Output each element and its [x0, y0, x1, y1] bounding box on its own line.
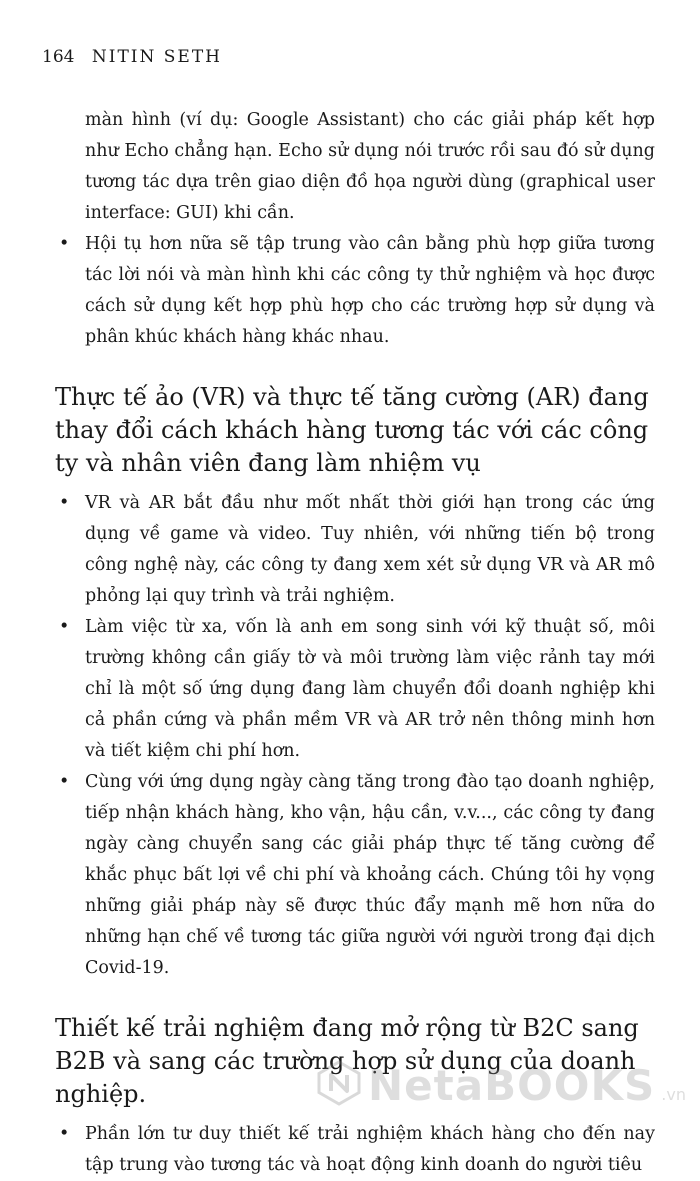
vr-ar-bullet-list — [55, 488, 655, 984]
list-item-text: Hội tụ hơn nữa sẽ tập trung vào cân bằng phù hợp giữa tương tác lời nói và màn hình khi các công ty thử nghiệm và học được cách sử dụng kết hợp phù hợp cho các trường hợp sử dụng và phân khúc khách hàng khác nhau. — [85, 234, 655, 347]
bullet-marker: • — [59, 234, 70, 254]
list-item-text: Làm việc từ xa, vốn là anh em song sinh với kỹ thuật số, môi trường không cần giấy tờ và môi trường làm việc rảnh tay mới chỉ là một số ứng dụng đang làm chuyển đổi doanh nghiệp khi cả phần cứng và phần mềm VR và AR trở nên thông minh hơn và tiết kiệm chi phí hơn. — [85, 617, 655, 761]
watermark-brand: NetaBOOKS — [368, 1060, 656, 1110]
section-heading-vr-ar: Thực tế ảo (VR) và thực tế tăng cường (AR) đang thay đổi cách khách hàng tương tác với các công ty và nhân viên đang làm nhiệm vụ — [55, 383, 649, 477]
list-item — [55, 767, 655, 984]
netabooks-logo-icon — [316, 1060, 362, 1110]
watermark — [316, 1060, 686, 1110]
experience-design-bullet-list — [55, 1119, 655, 1181]
section-heading-experience-design: Thiết kế trải nghiệm đang mở rộng từ B2C sang B2B và sang các trường hợp sử dụng của doanh nghiệp. — [55, 1014, 639, 1108]
list-item — [55, 229, 655, 353]
list-item — [55, 1119, 655, 1181]
list-item-text: VR và AR bắt đầu như mốt nhất thời giới hạn trong các ứng dụng về game và video. Tuy nhiên, với những tiến bộ trong công nghệ này, các công ty đang xem xét sử dụng VR và AR mô phỏng lại quy trình và trải nghiệm. — [85, 493, 655, 606]
list-item-text: Cùng với ứng dụng ngày càng tăng trong đào tạo doanh nghiệp, tiếp nhận khách hàng, kho vận, hậu cần, v.v..., các công ty đang ngày càng chuyển sang các giải pháp thực tế tăng cường để khắc phục bất lợi về chi phí và khoảng cách. Chúng tôi hy vọng những giải pháp này sẽ được thúc đẩy mạnh mẽ hơn nữa do những hạn chế về tương tác giữa người với người trong đại dịch Covid-19. — [85, 772, 655, 978]
bullet-marker: • — [59, 1124, 70, 1144]
list-item-text: Phần lớn tư duy thiết kế trải nghiệm khách hàng cho đến nay tập trung vào tương tác và hoạt động kinh doanh do người tiêu — [85, 1124, 655, 1175]
list-item — [55, 612, 655, 767]
intro-bullet-list — [55, 229, 655, 353]
page-body — [55, 105, 655, 1181]
bullet-marker: • — [59, 493, 70, 513]
watermark-suffix: .vn — [661, 1084, 686, 1104]
running-header — [42, 47, 222, 67]
running-head-author: NITIN SETH — [91, 47, 223, 67]
page-number: 164 — [42, 47, 75, 67]
list-item — [55, 488, 655, 612]
continued-paragraph: màn hình (ví dụ: Google Assistant) cho các giải pháp kết hợp như Echo chẳng hạn. Echo sử dụng nói trước rồi sau đó sử dụng tương tác dựa trên giao diện đồ họa người dùng (graphical user interface: GUI) khi cần. — [85, 110, 655, 223]
bullet-marker: • — [59, 772, 70, 792]
bullet-marker: • — [59, 617, 70, 637]
